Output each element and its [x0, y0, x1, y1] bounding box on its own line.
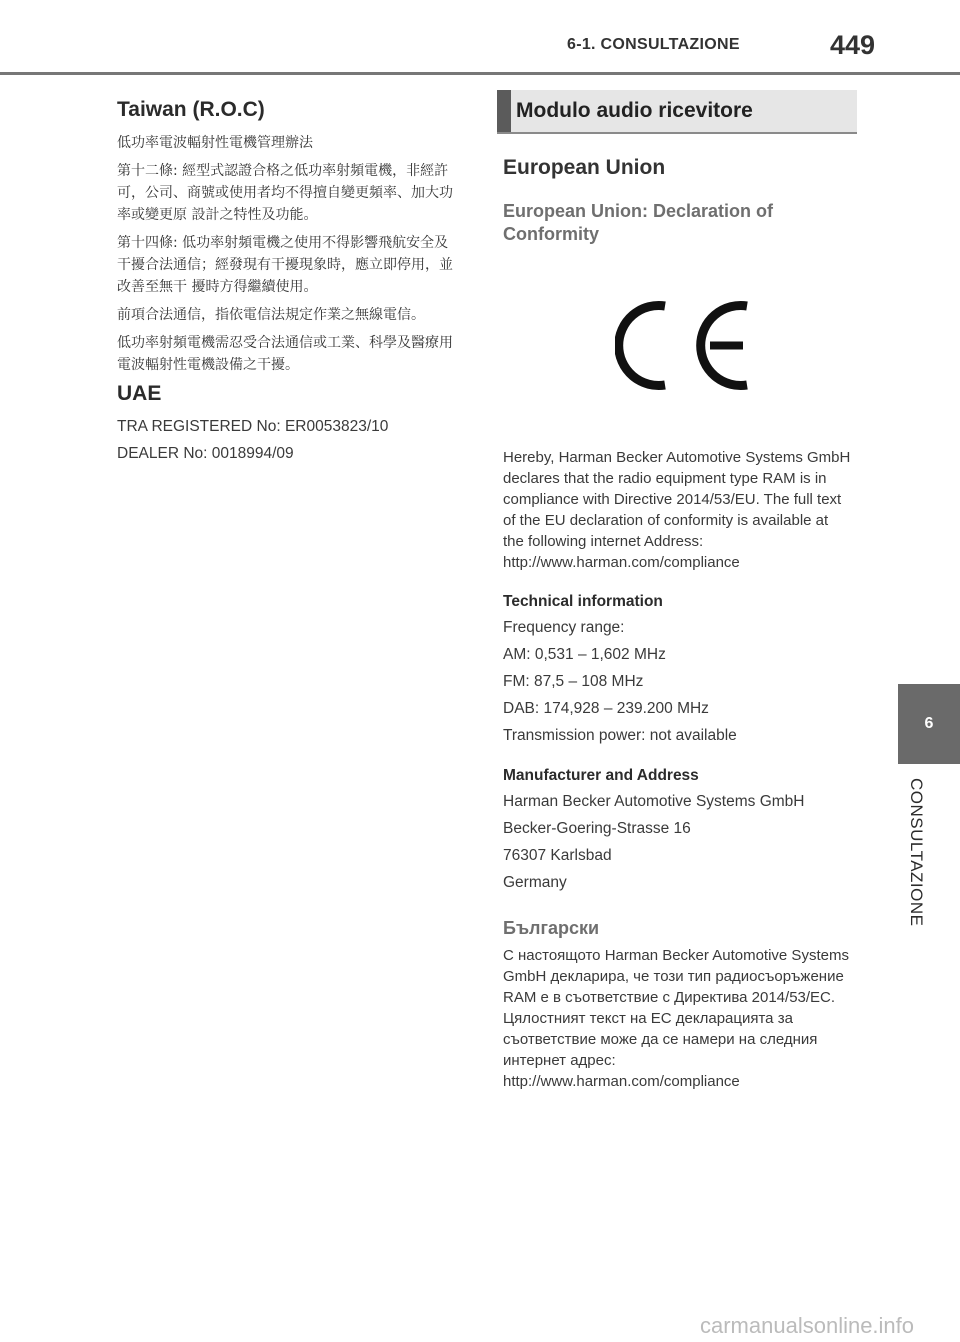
- manufacturer-heading: Manufacturer and Address: [503, 767, 699, 784]
- eu-subheading: European Union: Declaration of Conformity: [503, 201, 774, 244]
- dab-range: DAB: 174,928 – 239.200 MHz: [503, 700, 709, 717]
- uae-heading: UAE: [117, 382, 162, 405]
- watermark: carmanualsonline.info: [700, 1313, 915, 1338]
- header-divider: [0, 72, 960, 75]
- section-bar-title: Modulo audio ricevitore: [516, 99, 753, 122]
- taiwan-paragraph-4: 前項合法通信，指依電信法規定作業之無線電信。: [117, 307, 425, 323]
- chapter-tab-label: CONSULTAZIONE: [907, 778, 926, 927]
- section-bar: [497, 90, 857, 134]
- left-column: [117, 98, 462, 470]
- am-range: AM: 0,531 – 1,602 MHz: [503, 646, 666, 663]
- ce-mark-icon: [615, 298, 755, 393]
- header-section-title: 6-1. CONSULTAZIONE: [567, 36, 740, 53]
- chapter-tab[interactable]: 6: [898, 684, 960, 764]
- eu-heading: European Union: [503, 156, 666, 179]
- taiwan-paragraph-3: 第十四條: 低功率射頻電機之使用不得影響飛航安全及干擾合法通信；經發現有干擾現象時，應立即停用，並改善至無干 擾時方得繼續使用。: [117, 235, 453, 295]
- right-column: [497, 90, 857, 1092]
- frequency-label: Frequency range:: [503, 619, 625, 636]
- bulgarian-heading: Български: [503, 918, 600, 938]
- uae-dealer: DEALER No: 0018994/09: [117, 445, 294, 462]
- manufacturer-country: Germany: [503, 874, 567, 891]
- taiwan-paragraph-2: 第十二條: 經型式認證合格之低功率射頻電機，非經許可，公司、商號或使用者均不得擅自變更頻率、加大功率或變更原 設計之特性及功能。: [117, 163, 453, 223]
- transmission-power: Transmission power: not available: [503, 727, 737, 744]
- taiwan-paragraph-1: 低功率電波輻射性電機管理辦法: [117, 135, 313, 151]
- eu-declaration: Hereby, Harman Becker Automotive Systems GmbH declares that the radio equipment type RAM is in compliance with Directive 2014/53/EU. The full text of the EU declaration of conformity is available at the following internet Address: http://www.harman.com/compliance: [503, 449, 851, 571]
- section-bar-accent: [497, 90, 511, 132]
- bulgarian-declaration: С настоящото Harman Becker Automotive Systems GmbH декларира, че този тип радиосъоръжение RAM е в съответствие с Директива 2014/53/ЕС. Цялостният текст на ЕС декларацията за съответствие може да се намери на следния интернет адрес: http://www.harman.com/compliance: [503, 947, 849, 1090]
- manufacturer-city: 76307 Karlsbad: [503, 847, 612, 864]
- manufacturer-name: Harman Becker Automotive Systems GmbH: [503, 793, 805, 810]
- taiwan-paragraph-5: 低功率射頻電機需忍受合法通信或工業、科學及醫療用電波輻射性電機設備之干擾。: [117, 335, 453, 373]
- taiwan-heading: Taiwan (R.O.C): [117, 98, 265, 121]
- page-number: 449: [830, 30, 876, 60]
- ce-mark: [615, 298, 755, 393]
- uae-registration: TRA REGISTERED No: ER0053823/10: [117, 418, 389, 435]
- fm-range: FM: 87,5 – 108 MHz: [503, 673, 644, 690]
- manufacturer-street: Becker-Goering-Strasse 16: [503, 820, 691, 837]
- technical-heading: Technical information: [503, 593, 663, 610]
